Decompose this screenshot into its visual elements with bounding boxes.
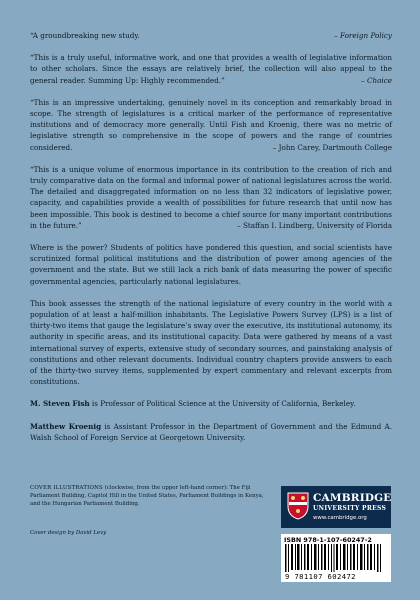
shield-icon (287, 492, 309, 520)
isbn-label: ISBN 978-1-107-60247-2 (284, 536, 372, 544)
quote-text: “A groundbreaking new study. (30, 31, 140, 40)
cover-illustrations-heading: COVER ILLUSTRATIONS (30, 485, 103, 491)
quote-source: Foreign Policy (340, 31, 392, 40)
publisher-sub: UNIVERSITY PRESS (313, 505, 387, 512)
publisher-url: www.cambridge.org (313, 515, 367, 521)
quote-source: Choice (366, 75, 392, 85)
quote-text: “This is an impressive undertaking, genuinely novel in its conception and remarkably broad in scope. The strength of legislatures is a critical marker of the performance of representative institutions and of democracy more generally. Until Fish and Kroenig, there was no metric of legislative strength so comprehensive in the scope of powers and the range of countries considered. (30, 97, 392, 152)
cover-illustrations-credit: COVER ILLUSTRATIONS (clockwise, from the upper left-hand corner): The Fiji Parliament Building, Capitol Hill in the United States, Parliament Buildings in Kenya, and the Hungarian Parliament Building. (30, 485, 264, 508)
cover-text (30, 30, 392, 454)
body-paragraph: This book assesses the strength of the national legislature of every country in the world with a population of at least a half-million inhabitants. The Legislative Powers Survey (LPS) is a list of thirty-two items that gauge the legislature’s sway over the executive, its institutional autonomy, its authority in specific areas, and its institutional capacity. Data were gathered by means of a vast international survey of experts, extensive study of secondary sources, and painstaking analysis of constitutions and other relevant documents. Individual country chapters provide answers to each of the thirty-two survey items, supplemented by expert commentary and relevant excerpts from constitutions. (30, 298, 392, 387)
author-bio: Matthew Kroenig is Assistant Professor in the Department of Government and the Edmund A. Walsh School of Foreign Service at Georgetown University. (30, 421, 392, 442)
quote-foreign-policy (30, 30, 392, 41)
quote-choice (30, 52, 392, 86)
quote-lindberg (30, 164, 392, 231)
quote-attribution: – John Carey, Dartmouth College (272, 142, 392, 152)
cover-design-credit: Cover design by David Levy (30, 530, 107, 536)
publisher-name: CAMBRIDGE (313, 492, 392, 504)
author-bio: M. Steven Fish is Professor of Political Science at the University of California, Berkeley. (30, 399, 356, 409)
publisher-logo (281, 486, 391, 528)
quote-text: “This is a unique volume of enormous importance in its contribution to the creation of rich and truly comparative data on the formal and informal power of national legislatures across the world. The detailed and disaggregated information on no less than 32 indicators of legislative power, capacity, and capabilities provide a wealth of possibilities for future research that until now has been impossible. This book is destined to become a chief source for many important contributions in the future.” (30, 164, 392, 230)
quote-attribution: – Foreign Policy (334, 31, 392, 40)
isbn-digits: 9 781107 602472 (285, 572, 356, 581)
quote-attribution: – Choice (361, 75, 392, 85)
author-name: Matthew Kroenig (30, 421, 102, 431)
author-name: M. Steven Fish (30, 399, 90, 409)
quote-attribution: – Staffan I. Lindberg, University of Florida (237, 220, 392, 230)
quote-carey (30, 97, 392, 153)
isbn-barcode (281, 534, 391, 582)
body-paragraph: Where is the power? Students of politics have pondered this question, and social scientists have scrutinized formal political institutions and the distribution of power among agencies of the government and the state. But we still lack a rich bank of data measuring the power of specific governmental agencies, particularly national legislatures. (30, 243, 392, 286)
quote-text: “This is a truly useful, informative work, and one that provides a wealth of legislative information to other scholars. Since the essays are relatively brief, the collection will also appeal to the general reader. Summing Up: Highly recommended.” (30, 53, 392, 85)
barcode-icon (285, 544, 387, 572)
